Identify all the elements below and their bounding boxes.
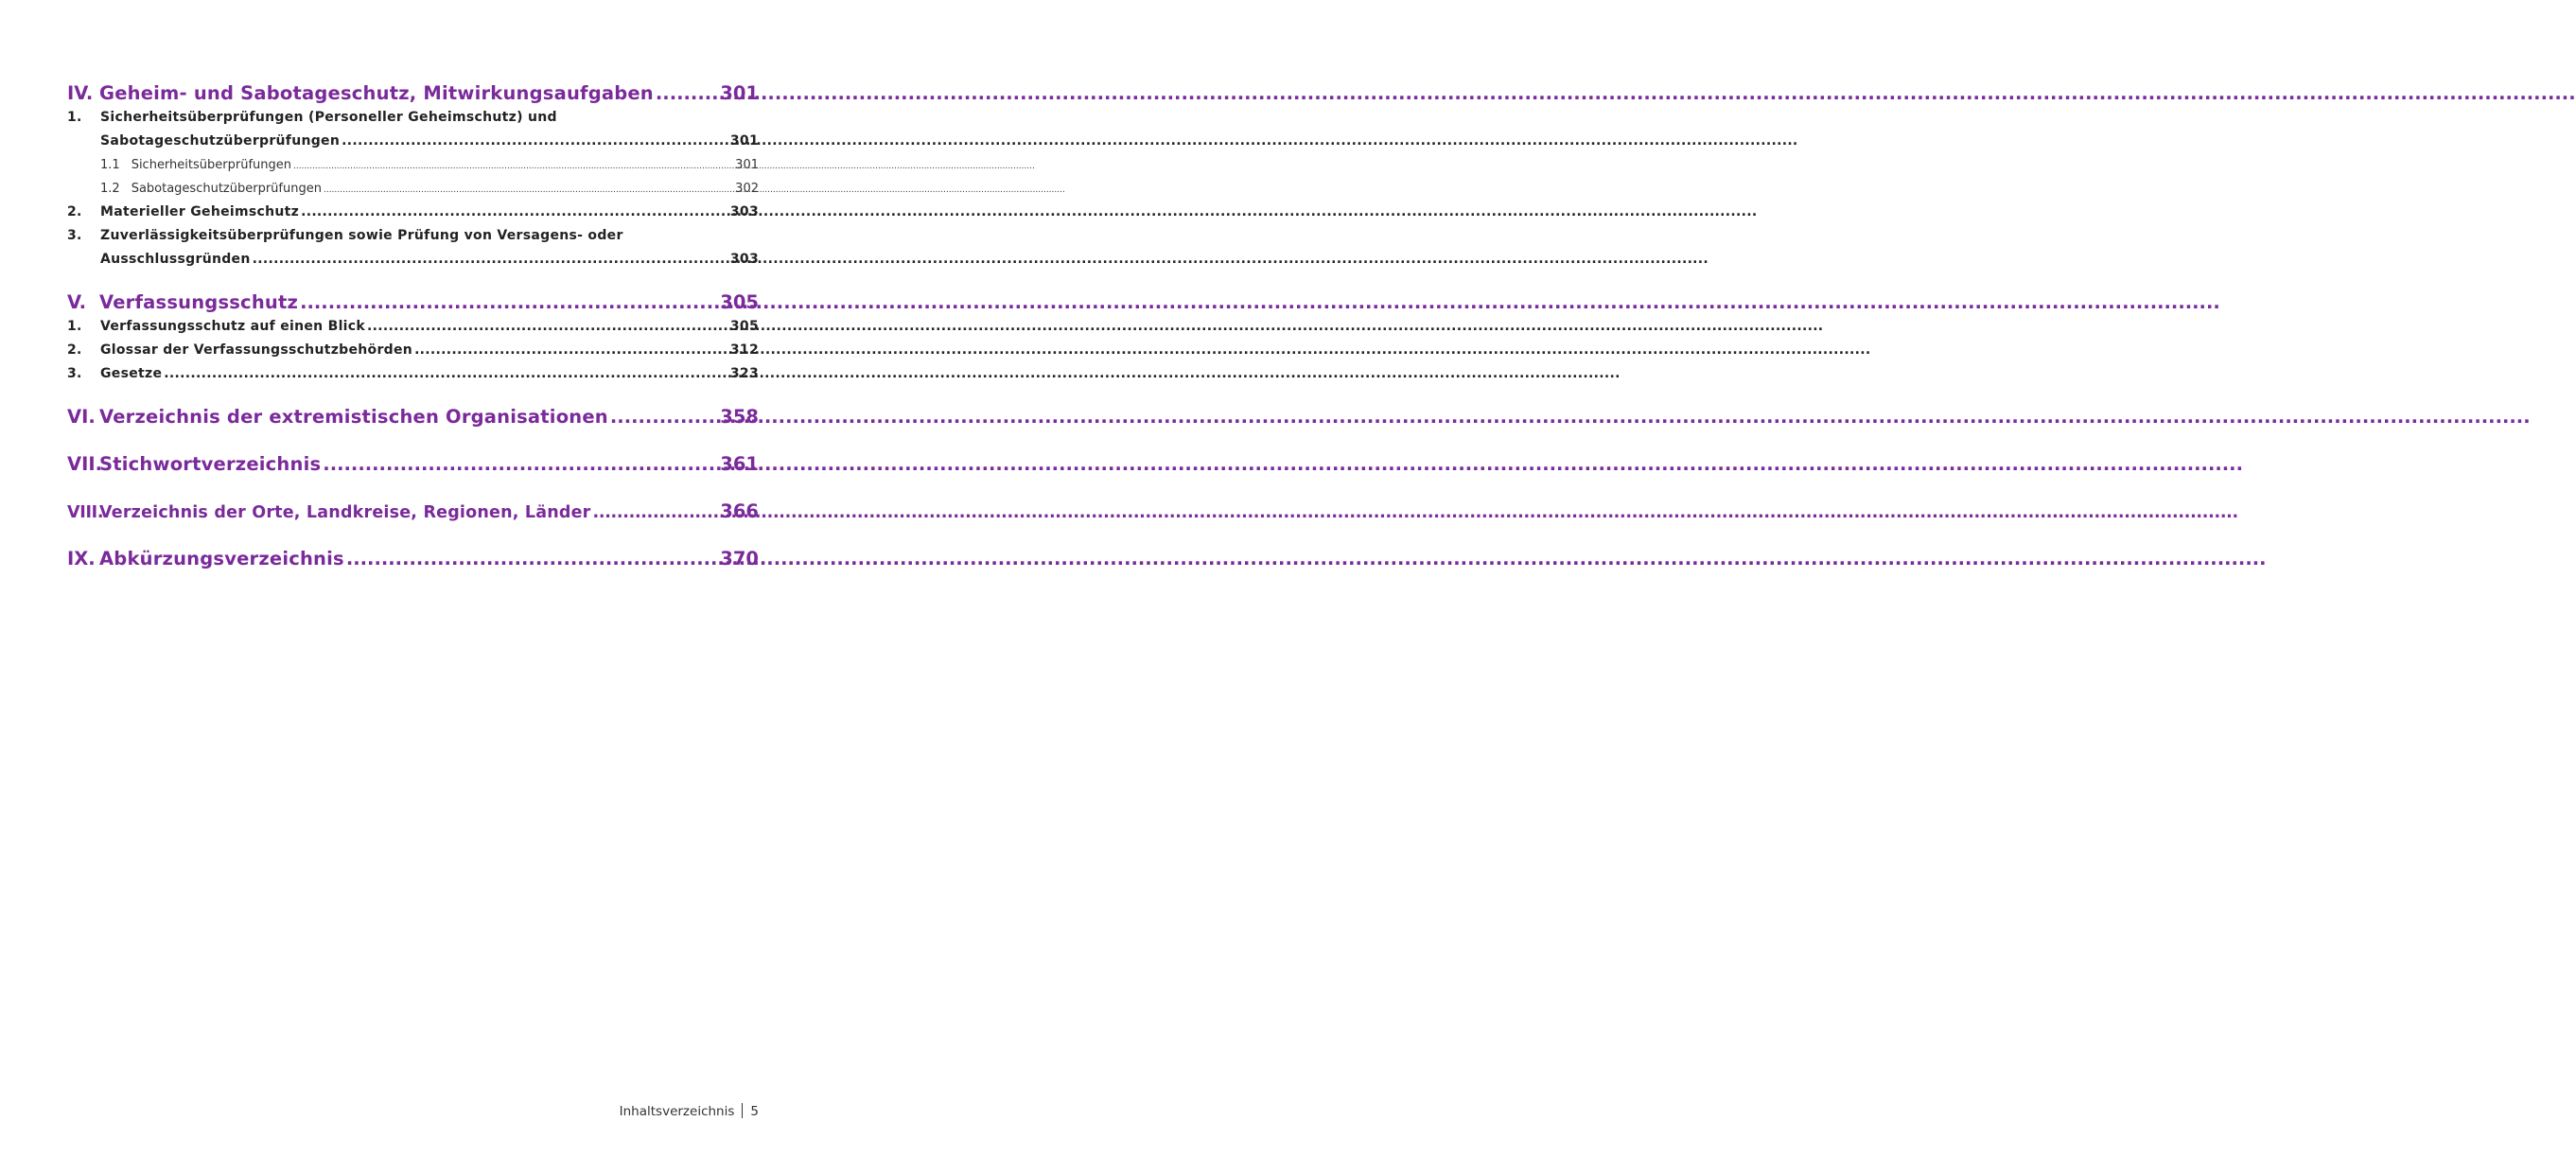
footer-page-number: 5: [750, 1104, 759, 1119]
section-title-line2: Ausschlussgründen: [100, 252, 251, 267]
chapter-title: Stichwortverzeichnis: [99, 453, 322, 475]
chapter-number: IV.: [67, 82, 94, 104]
dot-leader: [301, 201, 728, 224]
footer-separator: [742, 1103, 743, 1118]
section-number: 1.: [67, 110, 82, 125]
section-number: 3.: [67, 228, 82, 243]
subsection-page: 301: [735, 158, 759, 172]
chapter-number: VI.: [67, 406, 96, 428]
section-title: Gesetze: [100, 366, 163, 381]
section-page: 301: [729, 133, 759, 149]
footer-label: Inhaltsverzeichnis: [619, 1104, 735, 1119]
chapter-page: 366: [720, 500, 759, 522]
section-number: 2.: [67, 342, 82, 358]
toc-section-iv-3-cont[interactable]: [67, 248, 759, 272]
dot-leader: [324, 179, 733, 202]
dot-leader: [164, 362, 728, 386]
toc-section-v-3[interactable]: [67, 362, 759, 386]
section-page: 312: [729, 342, 759, 358]
toc-chapter-vi[interactable]: [67, 405, 759, 429]
section-number: 2.: [67, 204, 82, 219]
chapter-page: 305: [720, 291, 759, 313]
page-footer: [620, 1103, 759, 1119]
chapter-page: 358: [720, 406, 759, 428]
section-number: 1.: [67, 319, 82, 334]
dot-leader: [367, 315, 728, 339]
dot-leader: [253, 248, 728, 272]
chapter-page: 301: [720, 82, 759, 104]
section-page: 303: [729, 204, 759, 219]
dot-leader: [346, 547, 718, 571]
section-title-line1: Zuverlässigkeitsüberprüfungen sowie Prüfung von Versagens- oder: [100, 228, 623, 243]
section-page: 303: [729, 252, 759, 267]
subsection-number: 1.1: [100, 158, 120, 172]
dot-leader: [610, 405, 718, 429]
section-page: 323: [729, 366, 759, 381]
dot-leader: [293, 155, 733, 179]
toc-section-iv-3[interactable]: [67, 224, 759, 248]
dot-leader: [593, 500, 719, 525]
chapter-title: Verfassungsschutz: [99, 291, 299, 313]
toc-chapter-v[interactable]: [67, 290, 759, 315]
chapter-number: VIII.: [67, 503, 104, 522]
section-title-line1: Sicherheitsüberprüfungen (Personeller Geheimschutz) und: [100, 110, 557, 125]
chapter-number: IX.: [67, 548, 96, 569]
toc-chapter-iv[interactable]: [67, 81, 759, 106]
chapter-title: Verzeichnis der extremistischen Organisationen: [99, 406, 608, 428]
toc-section-iv-2[interactable]: [67, 201, 759, 224]
dot-leader: [300, 290, 718, 315]
chapter-title: Geheim- und Sabotageschutz, Mitwirkungsaufgaben: [99, 82, 654, 104]
section-title: Glossar der Verfassungsschutzbehörden: [100, 342, 413, 358]
toc-chapter-viii[interactable]: [67, 499, 759, 524]
toc-section-v-2[interactable]: [67, 339, 759, 362]
toc-chapter-vii[interactable]: [67, 452, 759, 477]
subsection-title: Sabotageschutzüberprüfungen: [131, 182, 322, 196]
dot-leader: [414, 339, 728, 362]
subsection-number: 1.2: [100, 182, 120, 196]
toc-subsection-iv-1-2[interactable]: [67, 177, 759, 201]
subsection-title: Sicherheitsüberprüfungen: [131, 158, 291, 172]
section-title-line2: Sabotageschutzüberprüfungen: [100, 133, 341, 149]
dot-leader: [656, 81, 718, 106]
chapter-page: 370: [720, 548, 759, 569]
section-title: Materieller Geheimschutz: [100, 204, 300, 219]
chapter-number: VII.: [67, 453, 103, 475]
chapter-number: V.: [67, 291, 86, 313]
subsection-page: 302: [735, 182, 759, 196]
dot-leader: [342, 130, 728, 153]
chapter-title: Abkürzungsverzeichnis: [99, 548, 344, 569]
chapter-title: Verzeichnis der Orte, Landkreise, Regionen, Länder: [99, 503, 591, 522]
toc-section-v-1[interactable]: [67, 315, 759, 339]
toc-subsection-iv-1-1[interactable]: [67, 153, 759, 177]
section-title: Verfassungsschutz auf einen Blick: [100, 319, 365, 334]
toc-section-iv-1[interactable]: [67, 106, 759, 130]
section-page: 305: [729, 319, 759, 334]
chapter-page: 361: [720, 453, 759, 475]
dot-leader: [323, 452, 718, 477]
section-number: 3.: [67, 366, 82, 381]
toc-chapter-ix[interactable]: [67, 547, 759, 571]
table-of-contents: [67, 81, 759, 571]
toc-section-iv-1-cont[interactable]: [67, 130, 759, 153]
